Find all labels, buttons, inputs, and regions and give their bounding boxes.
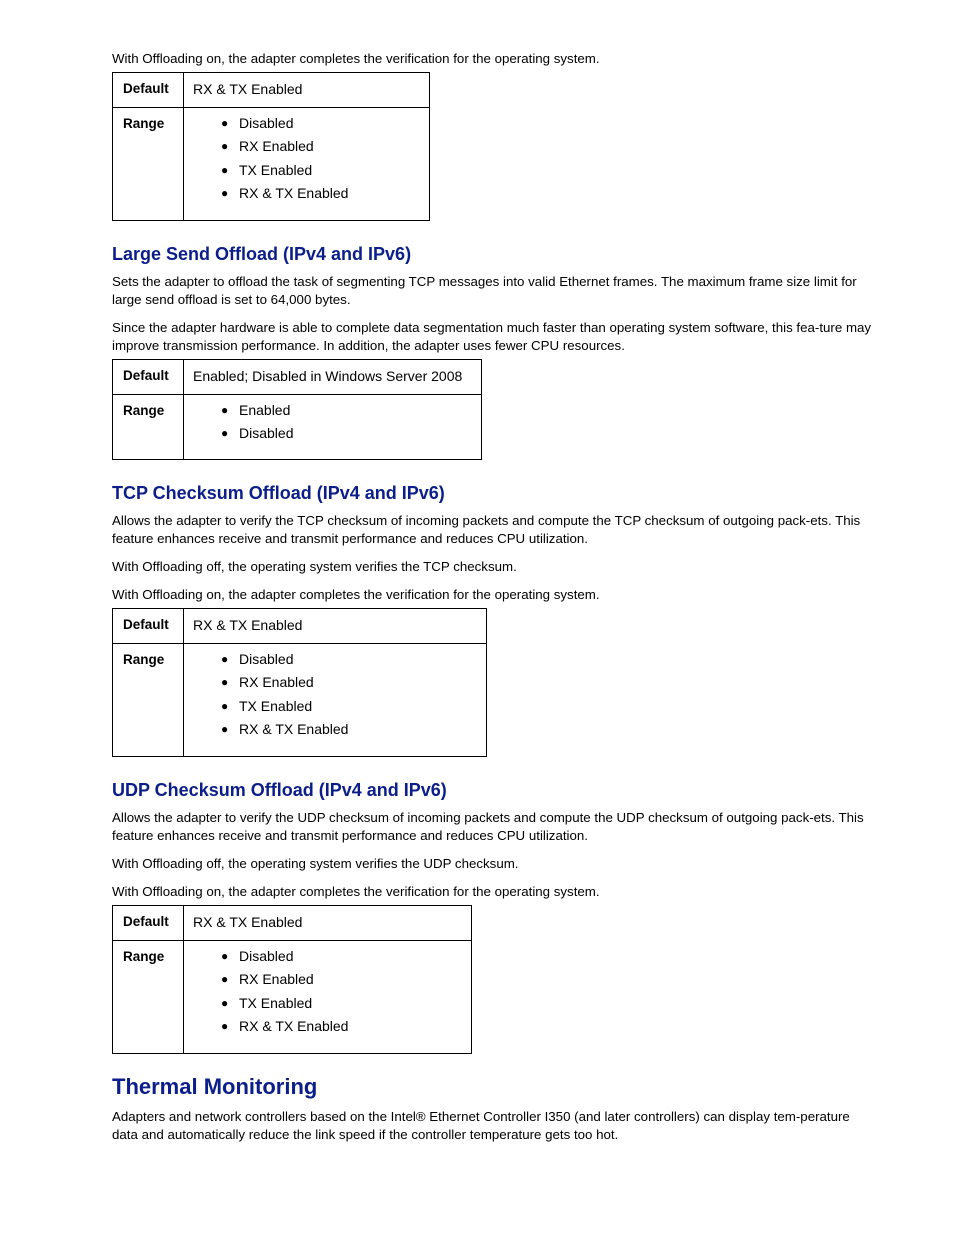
bullet-icon: ● xyxy=(221,185,229,200)
tcp-table xyxy=(112,608,487,757)
tcp-paragraph-3: With Offloading on, the adapter completes the verification for the operating system. xyxy=(112,587,600,602)
bullet-icon: ● xyxy=(221,675,229,690)
range-value xyxy=(184,941,472,1054)
intro-paragraph: With Offloading on, the adapter completes the verification for the operating system. xyxy=(112,51,600,66)
default-key: Default xyxy=(113,906,184,941)
bullet-icon: ● xyxy=(221,721,229,736)
list-item: ● Disabled xyxy=(239,945,461,968)
default-value: Enabled; Disabled in Windows Server 2008 xyxy=(184,360,482,395)
list-item: ● RX Enabled xyxy=(239,968,461,991)
section-heading-udp: UDP Checksum Offload (IPv4 and IPv6) xyxy=(112,780,447,800)
range-row xyxy=(113,644,487,757)
offload-table-1 xyxy=(112,72,430,221)
list-item: ● Enabled xyxy=(239,399,471,422)
thermal-paragraph-1: Adapters and network controllers based on the Intel® Ethernet Controller I350 (and later controllers) can display tem-perature data and automatically reduce the link speed if the controller temperature gets too hot. xyxy=(112,1109,850,1142)
tcp-paragraph-1: Allows the adapter to verify the TCP checksum of incoming packets and compute the TCP checksum of outgoing pack-ets. This feature enhances receive and transmit performance and reduces CPU utilization. xyxy=(112,513,861,546)
list-item: ● TX Enabled xyxy=(239,695,476,718)
section-heading-lso: Large Send Offload (IPv4 and IPv6) xyxy=(112,244,412,264)
list-item: ● Disabled xyxy=(239,112,419,135)
range-row xyxy=(113,395,482,460)
range-list xyxy=(193,945,461,1038)
range-value xyxy=(184,395,482,460)
lso-paragraph-1: Sets the adapter to offload the task of segmenting TCP messages into valid Ethernet frames. The maximum frame size limit for large send offload is set to 64,000 bytes. xyxy=(112,274,857,307)
default-value: RX & TX Enabled xyxy=(184,73,430,108)
list-item: ● Disabled xyxy=(239,422,471,445)
range-key: Range xyxy=(113,395,184,460)
lso-paragraph-2: Since the adapter hardware is able to complete data segmentation much faster than operating system software, this fea-ture may improve transmission performance. In addition, the adapter uses fewer CPU resources. xyxy=(112,320,872,353)
range-list xyxy=(193,112,419,205)
range-list xyxy=(193,648,476,741)
list-item: ● TX Enabled xyxy=(239,159,419,182)
tcp-paragraph-2: With Offloading off, the operating system verifies the TCP checksum. xyxy=(112,559,517,574)
default-value: RX & TX Enabled xyxy=(184,609,487,644)
range-row xyxy=(113,941,472,1054)
bullet-icon: ● xyxy=(221,995,229,1010)
range-key: Range xyxy=(113,108,184,221)
list-item: ● RX & TX Enabled xyxy=(239,718,476,741)
list-item: ● TX Enabled xyxy=(239,992,461,1015)
range-value xyxy=(184,108,430,221)
default-key: Default xyxy=(113,609,184,644)
bullet-icon: ● xyxy=(221,949,229,963)
bullet-icon: ● xyxy=(221,652,229,666)
bullet-icon: ● xyxy=(221,162,229,177)
lso-table xyxy=(112,359,482,460)
list-item: ● Disabled xyxy=(239,648,476,671)
range-list xyxy=(193,399,471,446)
section-heading-thermal: Thermal Monitoring xyxy=(112,1074,318,1099)
bullet-icon: ● xyxy=(221,116,229,130)
bullet-icon: ● xyxy=(221,403,229,417)
udp-paragraph-2: With Offloading off, the operating system verifies the UDP checksum. xyxy=(112,856,519,871)
udp-paragraph-1: Allows the adapter to verify the UDP checksum of incoming packets and compute the UDP checksum of outgoing pack-ets. This feature enhances receive and transmit performance and reduces CPU utilization. xyxy=(112,810,864,843)
list-item: ● RX & TX Enabled xyxy=(239,182,419,205)
udp-table xyxy=(112,905,472,1054)
bullet-icon: ● xyxy=(221,139,229,154)
default-row xyxy=(113,73,430,108)
default-key: Default xyxy=(113,360,184,395)
bullet-icon: ● xyxy=(221,972,229,987)
default-row xyxy=(113,609,487,644)
default-key: Default xyxy=(113,73,184,108)
list-item: ● RX Enabled xyxy=(239,135,419,158)
list-item: ● RX & TX Enabled xyxy=(239,1015,461,1038)
range-row xyxy=(113,108,430,221)
bullet-icon: ● xyxy=(221,1018,229,1033)
range-value xyxy=(184,644,487,757)
document-page xyxy=(112,50,872,1144)
default-row xyxy=(113,906,472,941)
list-item: ● RX Enabled xyxy=(239,671,476,694)
bullet-icon: ● xyxy=(221,426,229,441)
section-heading-tcp: TCP Checksum Offload (IPv4 and IPv6) xyxy=(112,483,445,503)
range-key: Range xyxy=(113,644,184,757)
default-value: RX & TX Enabled xyxy=(184,906,472,941)
bullet-icon: ● xyxy=(221,698,229,713)
default-row xyxy=(113,360,482,395)
range-key: Range xyxy=(113,941,184,1054)
udp-paragraph-3: With Offloading on, the adapter completes the verification for the operating system. xyxy=(112,884,600,899)
